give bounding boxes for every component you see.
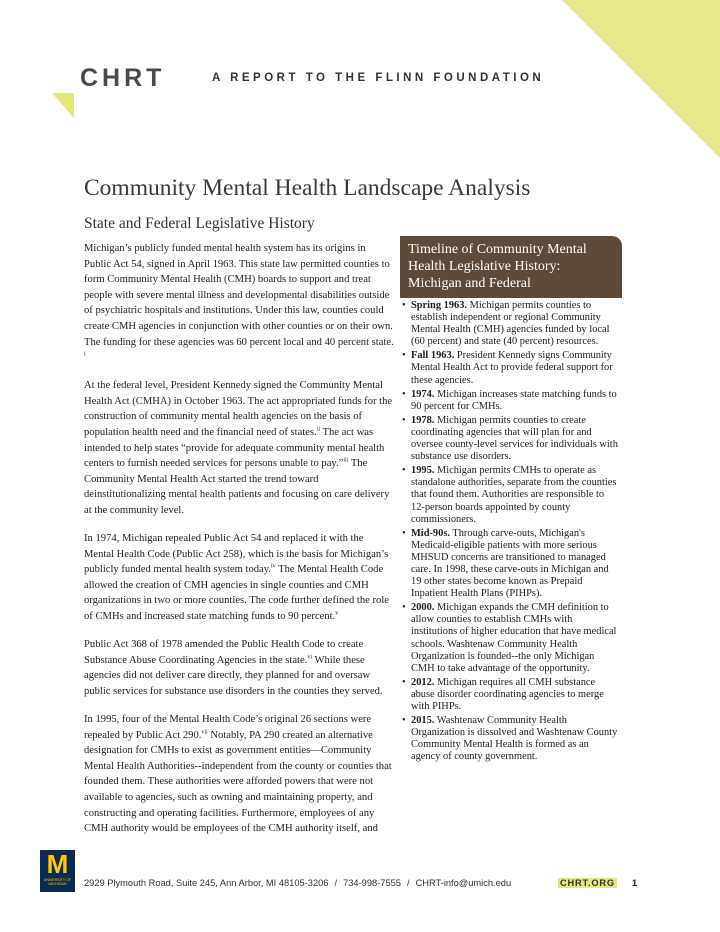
paragraph-public-act-54: Michigan’s publicly funded mental health system has its origins in Public Act 54, signed in April 1963. This state law permitted counties to form Community Mental Health (CMH) boards to support and treat people with severe mental illness and developmental disabilities outside of psychiatric hospitals and institutions. Under this law, counties could create CMH agencies in conjunction with other counties or on their own. The funding for these agencies was 60 percent local and 40 percent state. $^i$ bbox=[84, 243, 394, 358]
corner-decoration bbox=[562, 0, 720, 158]
bullet-icon: • bbox=[402, 350, 406, 362]
footer-contact bbox=[84, 878, 615, 888]
footer-email-link[interactable]: CHRT-info@umich.edu bbox=[415, 878, 512, 888]
footer-separator: / bbox=[334, 878, 338, 888]
endnote-ref[interactable]: vi bbox=[307, 654, 312, 661]
endnote-ref[interactable]: vii bbox=[201, 729, 208, 736]
timeline-item: • 1978. Michigan permits counties to create coordinating agencies that will plan for and oversee county-level services for individuals with substance use disorders. bbox=[402, 414, 618, 463]
footer-address: 2929 Plymouth Road, Suite 245, Ann Arbor, MI 48105-3206 bbox=[84, 878, 329, 888]
paragraph-public-act-368: Public Act 368 of 1978 amended the Public Health Code to create Substance Abuse Coordinating Agencies in the state.$^{vi}$ While these agencies did not deliver care directly, they planned for and oversaw public services for substance use disorders in the counties they served. bbox=[84, 639, 383, 697]
timeline-item: • Spring 1963. Michigan permits counties to establish independent or regional Community Mental Health (CMH) agencies funded by local (60 percent) and state (40 percent) resources. bbox=[402, 300, 610, 348]
footer-separator: / bbox=[406, 878, 410, 888]
timeline-list bbox=[402, 300, 620, 765]
endnote-ref[interactable]: ii bbox=[316, 426, 321, 433]
bullet-icon: • bbox=[402, 527, 406, 539]
endnote-ref[interactable]: v bbox=[335, 610, 339, 617]
chrt-logo: CHRT bbox=[80, 64, 166, 92]
paragraph-mental-health-code: In 1974, Michigan repealed Public Act 54 and replaced it with the Mental Health Code (Public Act 258), which is the basis for Michigan’s publicly funded mental health system today.$^{iv}$ The Mental Health Code allowed the creation of CMH agencies in single counties and CMH organizations in two or more counties. The code further defined the role of CMHs and increased state matching funds to 90 percent.$^v$ bbox=[84, 533, 389, 623]
timeline-item: • 1995. Michigan permits CMHs to operate as standalone authorities, separate from the counties that found them. Authorities are responsible to 12-person boards appointed by county commissioners. bbox=[402, 465, 617, 525]
endnote-ref[interactable]: iii bbox=[343, 457, 349, 464]
page-number: 1 bbox=[632, 878, 638, 888]
timeline-heading: Timeline of Community Mental Health Legislative History: Michigan and Federal bbox=[400, 236, 622, 298]
bullet-icon: • bbox=[402, 715, 406, 727]
section-subtitle: State and Federal Legislative History bbox=[84, 215, 315, 232]
endnote-ref[interactable]: i bbox=[84, 351, 86, 358]
footer-website-link[interactable]: CHRT.ORG bbox=[560, 878, 615, 888]
timeline-item: • 1974. Michigan increases state matching funds to 90 percent for CMHs. bbox=[402, 388, 617, 412]
paragraph-public-act-290: In 1995, four of the Mental Health Code’s original 26 sections were repealed by Public Act 290.$^{vii}$ Notably, PA 290 created an alternative designation for CMHs to exist as government entities—Community Mental Health Authorities--independent from the county or counties that founded them. These authorities were afforded powers that were not available to agencies, such as owning and maintaining property, and constructing and operating facilities. Furthermore, employees of any CMH authority would be employees of the CMH authority itself, and bbox=[84, 714, 392, 835]
timeline-item: • Mid-90s. Through carve-outs, Michigan's Medicaid-eligible patients with more serious MHSUD concerns are transitioned to managed care. In 1998, these carve-outs in Michigan and 19 other states become known as Prepaid Inpatient Health Plans (PIHPs). bbox=[402, 527, 609, 600]
timeline-item: • 2012. Michigan requires all CMH substance abuse disorder coordinating agencies to merge with PIHPs. bbox=[402, 676, 604, 712]
block-m-icon: M bbox=[46, 849, 69, 879]
university-of-michigan-logo bbox=[40, 850, 75, 892]
bullet-icon: • bbox=[402, 414, 406, 426]
bullet-icon: • bbox=[402, 300, 406, 311]
bullet-icon: • bbox=[402, 602, 406, 614]
bullet-icon: • bbox=[402, 465, 406, 477]
triangle-decoration bbox=[52, 93, 74, 118]
timeline-item: • 2015. Washtenaw Community Health Organization is dissolved and Washtenaw County Community Mental Health is formed as an agency of county government. bbox=[402, 715, 618, 763]
bullet-icon: • bbox=[402, 676, 406, 688]
report-tagline: A REPORT TO THE FLINN FOUNDATION bbox=[212, 72, 545, 84]
page-title: Community Mental Health Landscape Analysis bbox=[84, 175, 531, 201]
body-text-column bbox=[84, 241, 394, 849]
umich-logo-text: UNIVERSITY OF MICHIGAN bbox=[43, 878, 72, 887]
endnote-ref[interactable]: iv bbox=[271, 563, 276, 570]
timeline-item: • Fall 1963. President Kennedy signs Community Mental Health Act to provide federal support for these agencies. bbox=[402, 350, 613, 386]
bullet-icon: • bbox=[402, 388, 406, 400]
paragraph-federal-cmha: At the federal level, President Kennedy signed the Community Mental Health Act (CMHA) in October 1963. The act appropriated funds for the construction of community mental health agencies on the basis of population health need and the financial need of states.$^{ii}$ The act was intended to help states “provide for adequate community mental health centers to furnish needed services for persons unable to pay.”$^{iii}$ The Community Mental Health Act started the trend toward deinstitutionalizing mental health patients and focusing on care delivery at the community level. bbox=[84, 380, 393, 516]
footer-phone: 734-998-7555 bbox=[343, 878, 401, 888]
timeline-item: • 2000. Michigan expands the CMH definition to allow counties to establish CMHs with institutions of higher education that have medical schools. Washtenaw Community Health Organization is founded--the only Michigan CMH to take advantage of the opportunity. bbox=[402, 602, 617, 674]
